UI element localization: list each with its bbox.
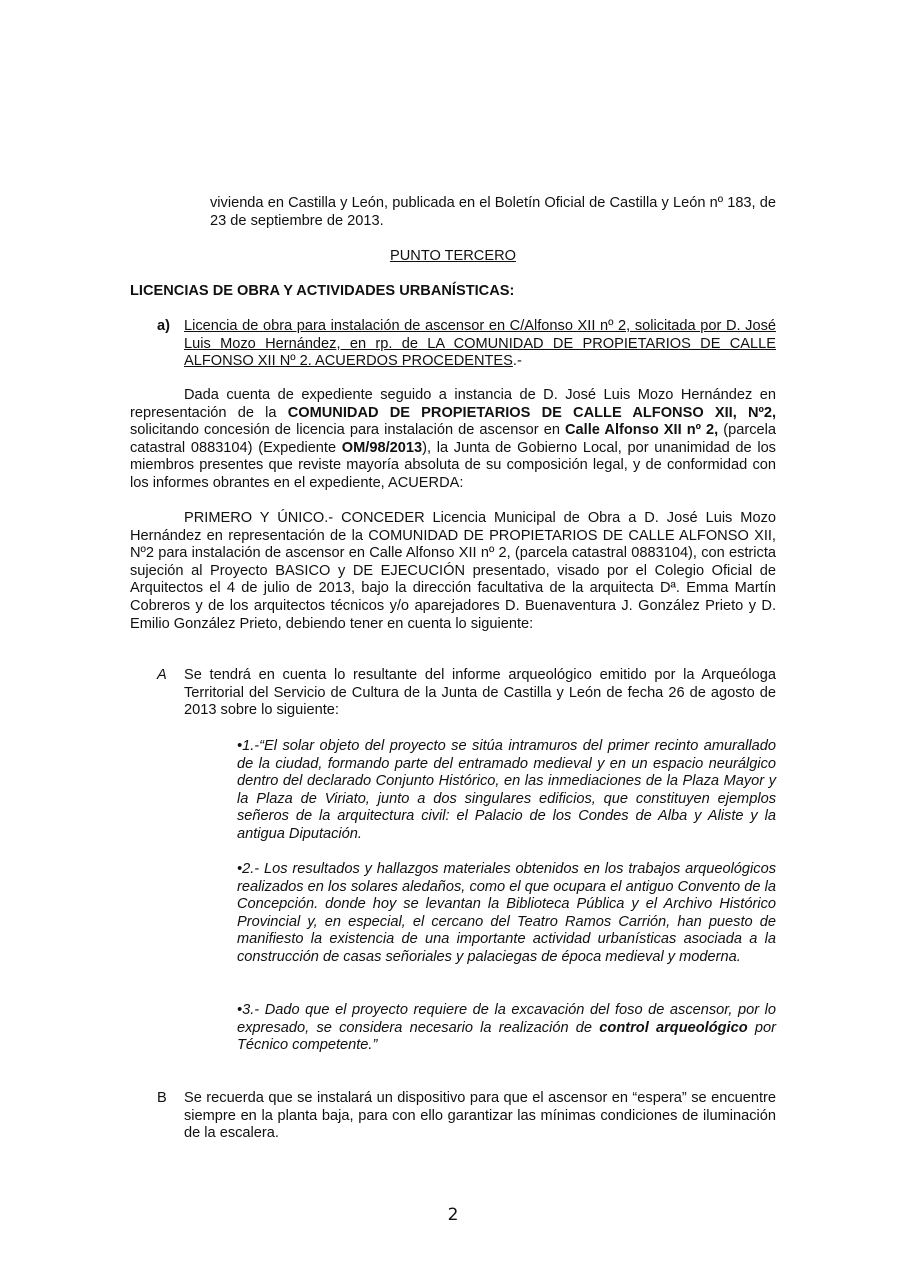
intro-paragraph: vivienda en Castilla y León, publicada en el Boletín Oficial de Castilla y León nº 183, de 23 de septiembre de 2013. <box>210 195 776 229</box>
item-a-marker: a) <box>157 318 170 334</box>
bullet-3-text-2: por Técnico competente.” <box>237 1019 776 1054</box>
condition-a-text: Se tendrá en cuenta lo resultante del informe arqueológico emitido por la Arqueóloga Territorial del Servicio de Cultura de la Junta de Castilla y León de fecha 26 de agosto de 2013 sobre lo siguiente: <box>184 667 776 719</box>
condition-b-text: Se recuerda que se instalará un dispositivo para que el ascensor en “espera” se encuentre siempre en la planta baja, para con ello garantizar las mínimas condiciones de iluminación de la escalera. <box>184 1090 776 1142</box>
para1-text-3: (parcela catastral 0883104) (Expediente <box>130 422 776 456</box>
page-number: 2 <box>447 1205 459 1225</box>
bullet-2: •2.- Los resultados y hallazgos materiales obtenidos en los trabajos arqueológicos realizados en los solares aledaños, como el que ocupara el antiguo Convento de la Concepción. donde hoy se levantan la Biblioteca Pública y el Archivo Histórico Provincial y, en especial, el cercano del Teatro Ramos Carrión, han puesto de manifiesto la existencia de una importante actividad urbanísticas asociada a la construcción de casas señoriales y palaciegas de época medieval y moderna. <box>237 861 776 965</box>
bullet-1: •1.-“El solar objeto del proyecto se sitúa intramuros del primer recinto amurallado de la ciudad, formando parte del entramado medieval y en un espacio neurálgico dentro del declarado Conjunto Histórico, en las inmediaciones de la Plaza Mayor y la Plaza de Viriato, junto a dos singulares edificios, que constituyen ejemplos señeros de la arquitectura civil: el Palacio de los Condes de Alba y Aliste y la antigua Diputación. <box>237 738 776 842</box>
condition-a-marker: A <box>157 667 167 683</box>
para1-bold-3: OM/98/2013 <box>341 439 423 456</box>
section-heading: LICENCIAS DE OBRA Y ACTIVIDADES URBANÍSTICAS: <box>130 283 515 299</box>
item-a-title-text: Licencia de obra para instalación de ascensor en C/Alfonso XII nº 2, solicitada por D. José Luis Mozo Hernández, en rp. de LA COMUNIDAD DE PROPIETARIOS DE CALLE ALFONSO XII Nº 2. ACUERDOS PROCEDENTES <box>184 318 776 370</box>
item-a-title <box>184 318 776 371</box>
paragraph-dada-cuenta <box>130 387 776 493</box>
bullet-3-bold: control arqueológico <box>599 1019 748 1036</box>
condition-b-marker: B <box>157 1090 167 1106</box>
para1-bold-2: Calle Alfonso XII nº 2, <box>565 422 719 439</box>
section-title: PUNTO TERCERO <box>390 248 516 264</box>
item-a-title-suffix: .- <box>512 353 522 370</box>
bullet-3 <box>237 1002 776 1055</box>
para1-text-2: solicitando concesión de licencia para instalación de ascensor en <box>130 422 566 439</box>
para1-bold-1: COMUNIDAD DE PROPIETARIOS DE CALLE ALFONSO XII, Nº2, <box>287 404 776 421</box>
paragraph-primero-unico: PRIMERO Y ÚNICO.- CONCEDER Licencia Municipal de Obra a D. José Luis Mozo Hernández en representación de la COMUNIDAD DE PROPIETARIOS DE CALLE ALFONSO XII, Nº2 para instalación de ascensor en Calle Alfonso XII nº 2, (parcela catastral 0883104), con estricta sujeción al Proyecto BASICO y DE EJECUCIÓN presentado, visado por el Colegio Oficial de Arquitectos el 4 de julio de 2013, bajo la dirección facultativa de la arquitecta Dª. Emma Martín Cobreros y de los arquitectos técnicos y/o aparejadores D. Buenaventura J. González Prieto y D. Emilio González Prieto, debiendo tener en cuenta lo siguiente: <box>130 510 776 632</box>
para1-text-4: ), la Junta de Gobierno Local, por unanimidad de los miembros presentes que reviste mayoría absoluta de su composición legal, y de conformidad con los informes obrantes en el expediente, ACUERDA: <box>130 439 776 491</box>
para1-text-1: Dada cuenta de expediente seguido a instancia de D. José Luis Mozo Hernández en representación de la <box>130 387 776 421</box>
bullet-3-text-1: •3.- Dado que el proyecto requiere de la excavación del foso de ascensor, por lo expresado, se considera necesario la realización de <box>237 1002 776 1036</box>
